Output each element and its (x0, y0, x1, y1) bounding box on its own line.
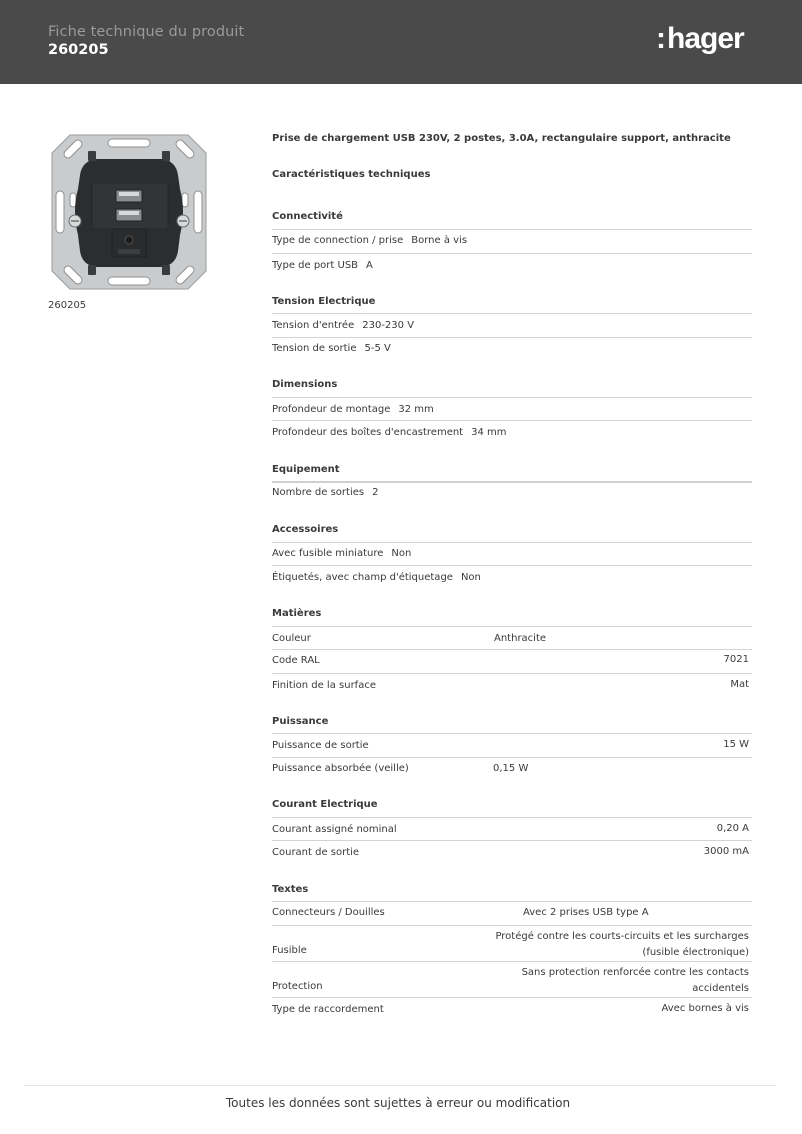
usb-socket-illustration (48, 131, 210, 293)
spec-value: 0,15 W (493, 763, 529, 774)
technical-characteristics-heading: Caractéristiques techniques (272, 169, 431, 180)
spec-label: Courant de sortie (272, 847, 360, 858)
spec-row: Profondeur des boîtes d'encastrement 34 mm (272, 427, 507, 438)
divider (272, 397, 752, 398)
spec-label: Couleur (272, 633, 311, 644)
spec-label: Type de raccordement (272, 1004, 384, 1015)
spec-value: 7021 (723, 654, 749, 665)
spec-label: Finition de la surface (272, 680, 376, 691)
spec-label: Courant assigné nominal (272, 824, 397, 835)
page-header (0, 0, 802, 84)
divider (272, 997, 752, 998)
spec-value: 3000 mA (703, 846, 749, 857)
spec-label: Fusible (272, 945, 307, 956)
section-title-courant-electrique: Courant Electrique (272, 799, 378, 810)
spec-value: Mat (730, 679, 749, 690)
footer-disclaimer: Toutes les données sont sujettes à erreur ou modification (225, 1096, 571, 1110)
divider (272, 649, 752, 650)
section-title-puissance: Puissance (272, 716, 329, 727)
spec-label: Protection (272, 981, 323, 992)
spec-row: Étiquetés, avec champ d'étiquetage Non (272, 572, 481, 583)
section-title-tension-electrique: Tension Electrique (272, 296, 376, 307)
section-title-textes: Textes (272, 884, 309, 895)
spec-value-multiline: Protégé contre les courts-circuits et les surcharges (fusible électronique) (495, 931, 749, 958)
header-subtitle: Fiche technique du produit (48, 24, 245, 40)
divider (272, 337, 752, 338)
spec-row: Nombre de sorties 2 (272, 487, 379, 498)
product-image-caption: 260205 (48, 300, 87, 311)
spec-label: Puissance absorbée (veille) (272, 763, 409, 774)
spec-value: Avec bornes à vis (661, 1003, 749, 1014)
divider (272, 925, 752, 926)
spec-row: Tension d'entrée 230-230 V (272, 320, 415, 331)
divider (272, 420, 752, 421)
section-title-connectivite: Connectivité (272, 211, 343, 222)
divider (272, 313, 752, 314)
section-title-equipement: Equipement (272, 464, 340, 475)
divider (272, 757, 752, 758)
spec-row: Type de port USB A (272, 260, 373, 271)
product-name: Prise de chargement USB 230V, 2 postes, 3.0A, rectangulaire support, anthracite (272, 133, 731, 144)
section-title-matieres: Matières (272, 608, 322, 619)
hager-logo: :hager (656, 22, 744, 55)
divider (272, 733, 752, 734)
spec-row: Type de connection / prise Borne à vis (272, 235, 468, 246)
spec-row: Profondeur de montage 32 mm (272, 404, 434, 415)
product-image (48, 131, 210, 293)
header-product-number: 260205 (48, 42, 109, 58)
divider (272, 901, 752, 902)
spec-row: Avec fusible miniature Non (272, 548, 412, 559)
section-title-dimensions: Dimensions (272, 379, 338, 390)
divider (272, 817, 752, 818)
divider (272, 229, 752, 230)
spec-value: Anthracite (494, 633, 547, 644)
spec-value-multiline: Sans protection renforcée contre les contacts accidentels (521, 967, 749, 994)
section-title-accessoires: Accessoires (272, 524, 339, 535)
divider (272, 565, 752, 566)
divider (272, 253, 752, 254)
spec-value: 0,20 A (716, 823, 749, 834)
spec-value: 15 W (723, 739, 749, 750)
spec-label: Puissance de sortie (272, 740, 369, 751)
spec-value: Avec 2 prises USB type A (523, 907, 649, 918)
footer-divider (24, 1085, 776, 1086)
divider (272, 961, 752, 962)
spec-row: Tension de sortie 5-5 V (272, 343, 391, 354)
spec-label: Connecteurs / Douilles (272, 907, 385, 918)
divider (272, 481, 752, 483)
divider (272, 626, 752, 627)
divider (272, 542, 752, 543)
divider (272, 673, 752, 674)
divider (272, 840, 752, 841)
spec-label: Code RAL (272, 655, 320, 666)
